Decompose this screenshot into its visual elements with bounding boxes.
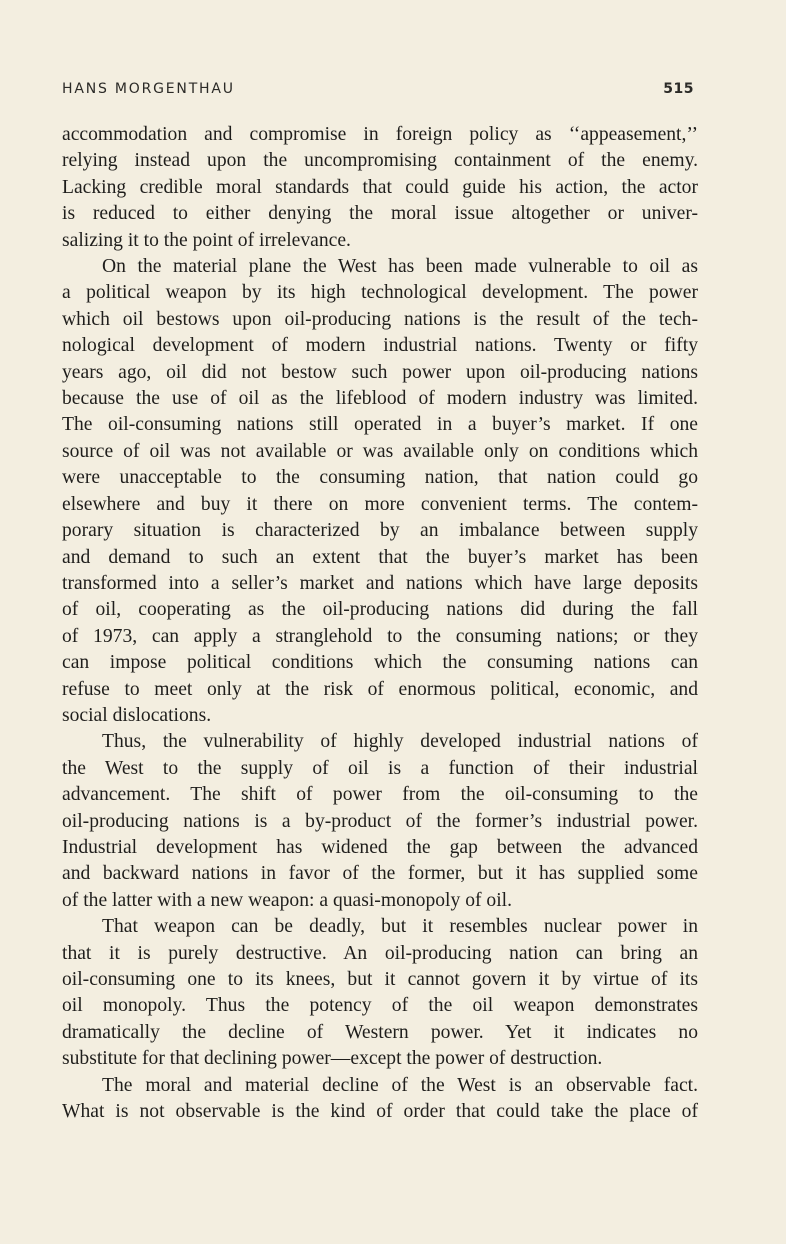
text-line: The oil-consuming nations still operated in a buyer’s market. If one [62,414,698,436]
text-line: Thus, the vulnerability of highly developed industrial nations of [102,731,698,753]
text-line: relying instead upon the uncompromising containment of the enemy. [62,150,698,172]
paragraph [62,1073,698,1126]
text-line: substitute for that declining power—except the power of destruction. [62,1048,603,1070]
text-line: advancement. The shift of power from the oil-consuming to the [62,784,698,806]
text-line: were unacceptable to the consuming nation, that nation could go [62,467,698,489]
text-line: oil-consuming one to its knees, but it cannot govern it by virtue of its [62,969,698,990]
paragraph [62,914,698,1072]
paragraph [62,122,698,254]
text-line: source of oil was not available or was available only on conditions which [62,440,698,462]
text-line: That weapon can be deadly, but it resembles nuclear power in [102,916,698,938]
text-line: On the material plane the West has been made vulnerable to oil as [102,256,698,278]
text-line: of oil, cooperating as the oil-producing nations did during the fall [62,599,698,621]
text-line: that it is purely destructive. An oil-producing nation can bring an [62,942,698,964]
text-line: nological development of modern industrial nations. Twenty or fifty [62,335,698,357]
text-line: the West to the supply of oil is a function of their industrial [62,757,698,779]
text-line: salizing it to the point of irrelevance. [62,229,351,251]
text-line: of 1973, can apply a stranglehold to the consuming nations; or they [62,625,698,647]
text-line: refuse to meet only at the risk of enormous political, economic, and [62,678,698,700]
body-text [62,122,698,1125]
text-line: which oil bestows upon oil-producing nations is the result of the tech- [62,308,698,330]
page-number: 515 [663,81,694,97]
text-line: Industrial development has widened the gap between the advanced [62,836,698,858]
text-line: is reduced to either denying the moral issue altogether or univer- [62,203,698,225]
paragraph [62,729,698,914]
text-line: years ago, oil did not bestow such power upon oil-producing nations [62,361,698,383]
text-line: and demand to such an extent that the buyer’s market has been [62,546,698,568]
text-line: What is not observable is the kind of order that could take the place of [62,1101,698,1123]
text-line: transformed into a seller’s market and nations which have large deposits [62,572,698,594]
running-head [62,78,694,100]
text-line: dramatically the decline of Western power. Yet it indicates no [62,1021,698,1043]
text-line: oil-producing nations is a by-product of the former’s industrial power. [62,810,698,832]
paragraph [62,254,698,729]
text-line: elsewhere and buy it there on more convenient terms. The contem- [62,493,698,515]
text-line: because the use of oil as the lifeblood of modern industry was limited. [62,388,698,410]
text-line: The moral and material decline of the West is an observable fact. [102,1074,698,1096]
running-head-author: HANS MORGENTHAU [62,81,235,97]
text-line: porary situation is characterized by an imbalance between supply [62,520,698,542]
text-line: Lacking credible moral standards that could guide his action, the actor [62,176,698,198]
text-line: of the latter with a new weapon: a quasi-monopoly of oil. [62,889,512,911]
text-line: can impose political conditions which the consuming nations can [62,652,698,674]
text-line: a political weapon by its high technological development. The power [62,282,698,304]
text-line: accommodation and compromise in foreign policy as ‘‘appeasement,’’ [62,124,698,145]
text-line: and backward nations in favor of the former, but it has supplied some [62,863,698,885]
text-line: social dislocations. [62,704,212,726]
text-line: oil monopoly. Thus the potency of the oil weapon demonstrates [62,995,698,1017]
